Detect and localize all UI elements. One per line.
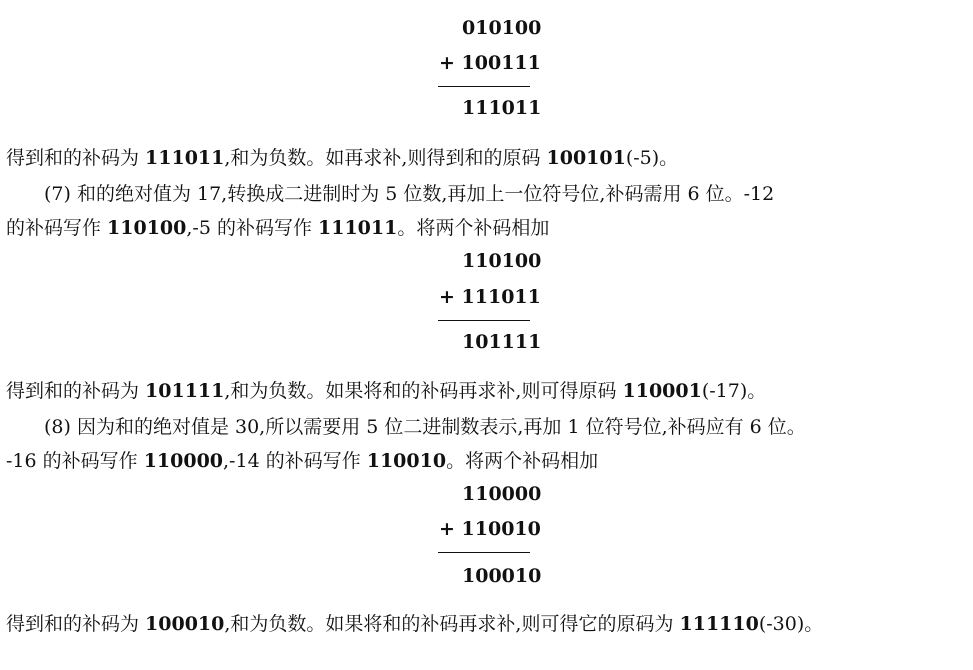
p5-value-b: 100010	[145, 613, 225, 635]
p1-text-a: 得到和的补码为	[6, 147, 146, 169]
calc3-addend: + 110010	[439, 518, 541, 540]
p4-value-b: 110000	[143, 450, 224, 472]
calc1-rule	[438, 86, 530, 87]
calc2-top-operand: 110100	[462, 250, 542, 272]
calc2-result: 101111	[462, 331, 542, 353]
p2-text-a: 的补码写作	[6, 217, 108, 239]
paragraph-4-line-1: (8) 因为和的绝对值是 30,所以需要用 5 位二进制数表示,再加 1 位符号位,补码应有 6 位。	[44, 416, 806, 438]
calc3-rule	[438, 552, 530, 553]
paragraph-5	[6, 612, 823, 636]
p3-text-e: (-17)。	[701, 380, 767, 402]
p2-value-d: 111011	[318, 217, 398, 239]
p1-text-e: (-5)。	[625, 147, 679, 169]
calc3-result: 100010	[462, 565, 542, 587]
p5-text-e: (-30)。	[758, 613, 824, 635]
p2-value-b: 110100	[107, 217, 187, 239]
calc2-rule	[438, 320, 530, 321]
calc1-addend: + 100111	[439, 52, 541, 74]
p5-text-a: 得到和的补码为	[6, 613, 146, 635]
p1-text-c: ,和为负数。如再求补,则得到和的原码	[224, 147, 547, 169]
calc3-top-operand: 110000	[462, 483, 542, 505]
paragraph-3	[6, 379, 766, 403]
calc1-top-operand: 010100	[462, 17, 542, 39]
p5-text-c: ,和为负数。如果将和的补码再求补,则可得它的原码为	[224, 613, 680, 635]
p2-text-e: 。将两个补码相加	[397, 217, 550, 239]
p3-value-d: 110001	[622, 380, 702, 402]
calc2-addend: + 111011	[439, 286, 541, 308]
p3-text-c: ,和为负数。如果将和的补码再求补,则可得原码	[224, 380, 623, 402]
p4-text-c: ,-14 的补码写作	[223, 450, 367, 472]
p3-text-a: 得到和的补码为	[6, 380, 146, 402]
p1-value-d: 100101	[546, 147, 626, 169]
paragraph-1	[6, 146, 678, 170]
p4-value-d: 110010	[366, 450, 447, 472]
paragraph-4-line-2	[6, 449, 598, 473]
p2-text-c: ,-5 的补码写作	[186, 217, 319, 239]
p1-value-b: 111011	[145, 147, 225, 169]
p4-text-a: -16 的补码写作	[6, 450, 144, 472]
calc1-result: 111011	[462, 97, 542, 119]
paragraph-2-line-2	[6, 216, 549, 240]
paragraph-2-line-1: (7) 和的绝对值为 17,转换成二进制时为 5 位数,再加上一位符号位,补码需用 6 位。-12	[44, 183, 775, 205]
p3-value-b: 101111	[145, 380, 225, 402]
p5-value-d: 111110	[679, 613, 759, 635]
p4-text-e: 。将两个补码相加	[446, 450, 599, 472]
